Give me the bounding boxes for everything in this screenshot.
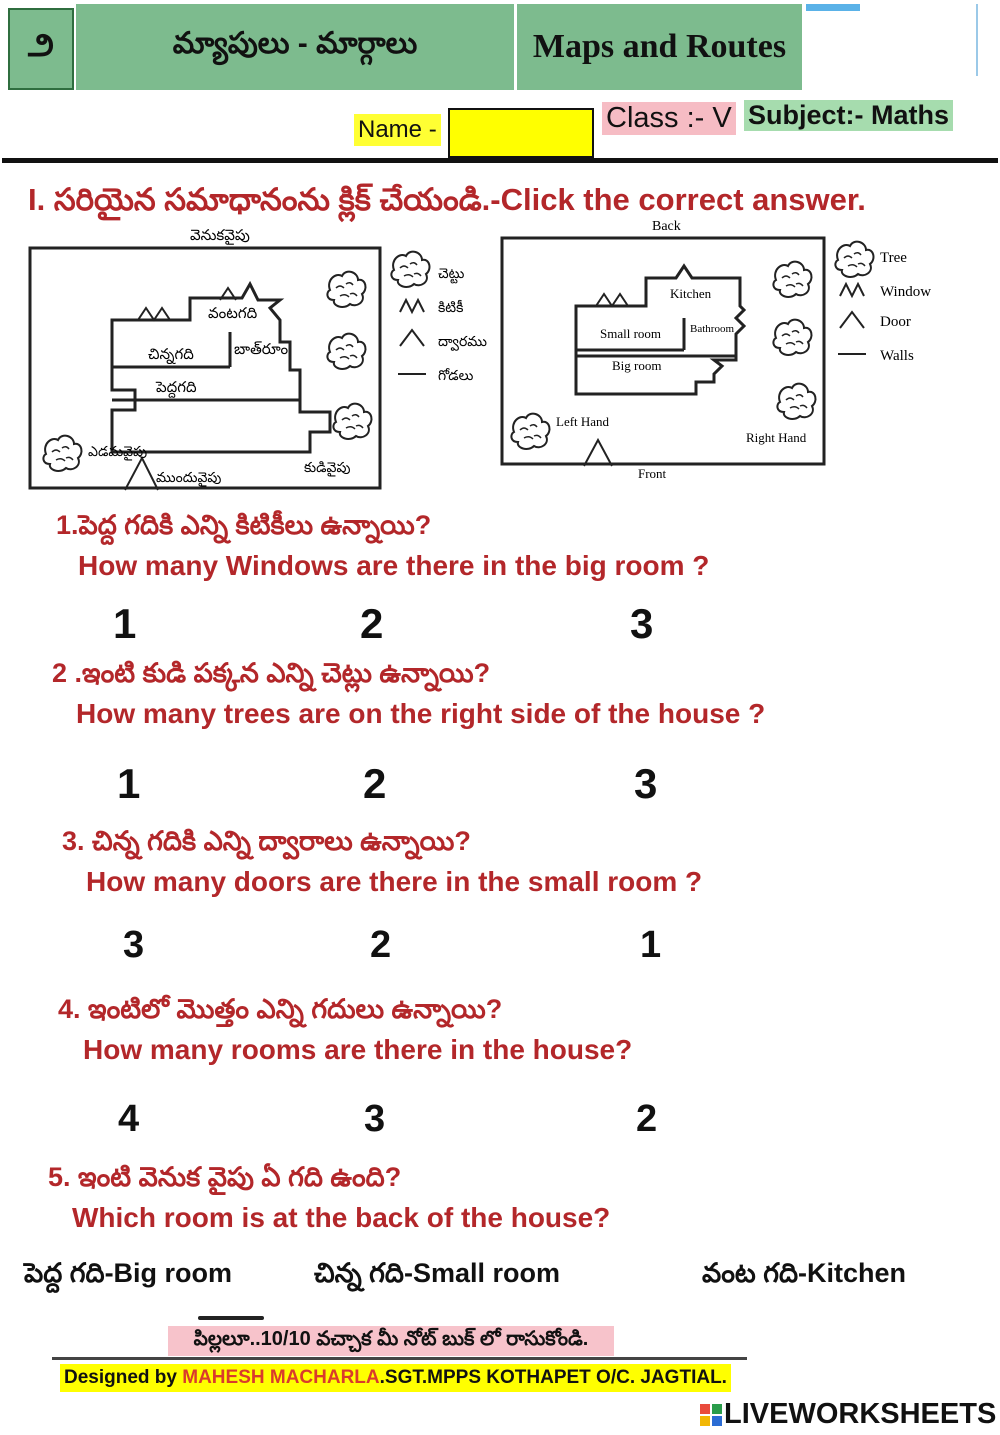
- question-2-option-a[interactable]: 1: [117, 760, 141, 807]
- logo-square-1: [700, 1404, 710, 1414]
- question-4-option-b[interactable]: 3: [364, 1098, 386, 1140]
- map-room-big: పెద్దగది: [156, 380, 197, 396]
- legend-walls: Walls: [880, 348, 914, 364]
- map-label-front: Front: [638, 466, 667, 481]
- question-3-option-c[interactable]: 1: [640, 924, 662, 966]
- map-label-front: ముందువైపు: [156, 471, 222, 486]
- legend-tree: చెట్టు: [438, 267, 465, 282]
- footer-divider: [52, 1357, 747, 1360]
- instruction: I. సరియైన సమాధానంను క్లిక్ చేయండి.-Click the correct answer.: [28, 182, 866, 217]
- question-2-option-b[interactable]: 2: [363, 760, 387, 807]
- decorative-line: [806, 4, 860, 11]
- legend-tree: Tree: [880, 250, 907, 266]
- question-1-telugu: 1.పెద్ద గదికి ఎన్ని కిటికీలు ఉన్నాయి?: [56, 510, 432, 540]
- map-label-right: Right Hand: [746, 430, 807, 445]
- question-3-option-a[interactable]: 3: [123, 924, 145, 966]
- subject-label: Subject:- Maths: [744, 100, 953, 131]
- map-room-bathroom: బాత్‌రూం: [234, 342, 289, 358]
- name-label: Name -: [354, 114, 441, 146]
- question-2-telugu: 2 .ఇంటి కుడి పక్కన ఎన్ని చెట్లు ఉన్నాయి?: [52, 658, 491, 688]
- header-divider: [2, 158, 998, 163]
- name-input[interactable]: [448, 108, 594, 158]
- question-4-option-a[interactable]: 4: [118, 1098, 140, 1140]
- question-2-english: How many trees are on the right side of the house ?: [76, 698, 766, 729]
- footer-note: పిల్లలూ..10/10 వచ్చాక మీ నోట్ బుక్ లో రాసుకోండి.: [168, 1326, 614, 1356]
- legend-door: ద్వారము: [438, 335, 487, 350]
- question-5-option-a[interactable]: పెద్ద గది-Big room: [24, 1258, 233, 1288]
- map-room-big: Big room: [612, 358, 662, 373]
- logo-square-2: [712, 1404, 722, 1414]
- legend-door: Door: [880, 314, 911, 330]
- liveworksheets-logo-icon: [700, 1404, 722, 1426]
- map-label-back: Back: [652, 219, 681, 234]
- question-2-option-c[interactable]: 3: [634, 760, 658, 807]
- map-room-small: Small room: [600, 326, 662, 341]
- map-room-small: చిన్నగది: [148, 347, 194, 363]
- class-label: Class :- V: [602, 102, 736, 135]
- map-label-right: కుడివైపు: [304, 461, 351, 476]
- question-4-english: How many rooms are there in the house?: [83, 1034, 633, 1065]
- telugu-house-map: [10, 222, 490, 494]
- question-1-option-b[interactable]: 2: [360, 600, 384, 647]
- title-english: Maps and Routes: [517, 4, 802, 90]
- map-room-kitchen: Kitchen: [670, 286, 712, 301]
- designer-name: MAHESH MACHARLA: [182, 1367, 380, 1388]
- question-1-option-a[interactable]: 1: [113, 600, 137, 647]
- map-label-back: వెనుకవైపు: [190, 228, 250, 244]
- legend-window: Window: [880, 284, 932, 300]
- logo-square-3: [700, 1416, 710, 1426]
- designer-credit-prefix: Designed by: [64, 1367, 183, 1388]
- question-5-telugu: 5. ఇంటి వెనుక వైపు ఏ గది ఉంది?: [48, 1162, 402, 1192]
- map-room-bathroom: Bathroom: [690, 323, 734, 335]
- question-3-option-b[interactable]: 2: [370, 924, 392, 966]
- logo-square-4: [712, 1416, 722, 1426]
- legend-window: కిటికీ: [438, 301, 464, 316]
- question-5-english: Which room is at the back of the house?: [72, 1202, 611, 1233]
- question-3-telugu: 3. చిన్న గదికి ఎన్ని ద్వారాలు ఉన్నాయి?: [62, 826, 471, 856]
- designer-credit: [60, 1364, 731, 1392]
- worksheet-number: ౨: [8, 8, 74, 90]
- decorative-line: [976, 4, 978, 76]
- question-1-option-c[interactable]: 3: [630, 600, 654, 647]
- question-3-english: How many doors are there in the small room ?: [86, 866, 703, 897]
- map-label-left: Left Hand: [556, 414, 610, 429]
- decorative-line: [198, 1316, 264, 1320]
- question-4-option-c[interactable]: 2: [636, 1098, 658, 1140]
- english-house-map: [496, 214, 956, 486]
- question-4-telugu: 4. ఇంటిలో మొత్తం ఎన్ని గదులు ఉన్నాయి?: [58, 994, 503, 1024]
- map-label-left: ఎడమవైపు: [88, 445, 148, 460]
- question-1-english: How many Windows are there in the big room ?: [78, 550, 710, 581]
- brand-text: LIVEWORKSHEETS: [724, 1398, 997, 1430]
- question-5-option-c[interactable]: వంట గది-Kitchen: [702, 1258, 907, 1288]
- liveworksheets-brand[interactable]: [700, 1398, 996, 1431]
- map-room-kitchen: వంటగది: [208, 306, 258, 322]
- title-telugu: మ్యాపులు - మార్గాలు: [76, 4, 514, 90]
- question-5-option-b[interactable]: చిన్న గది-Small room: [314, 1258, 560, 1288]
- designer-credit-suffix: .SGT.MPPS KOTHAPET O/C. JAGTIAL.: [379, 1367, 727, 1388]
- legend-walls: గోడలు: [438, 369, 474, 384]
